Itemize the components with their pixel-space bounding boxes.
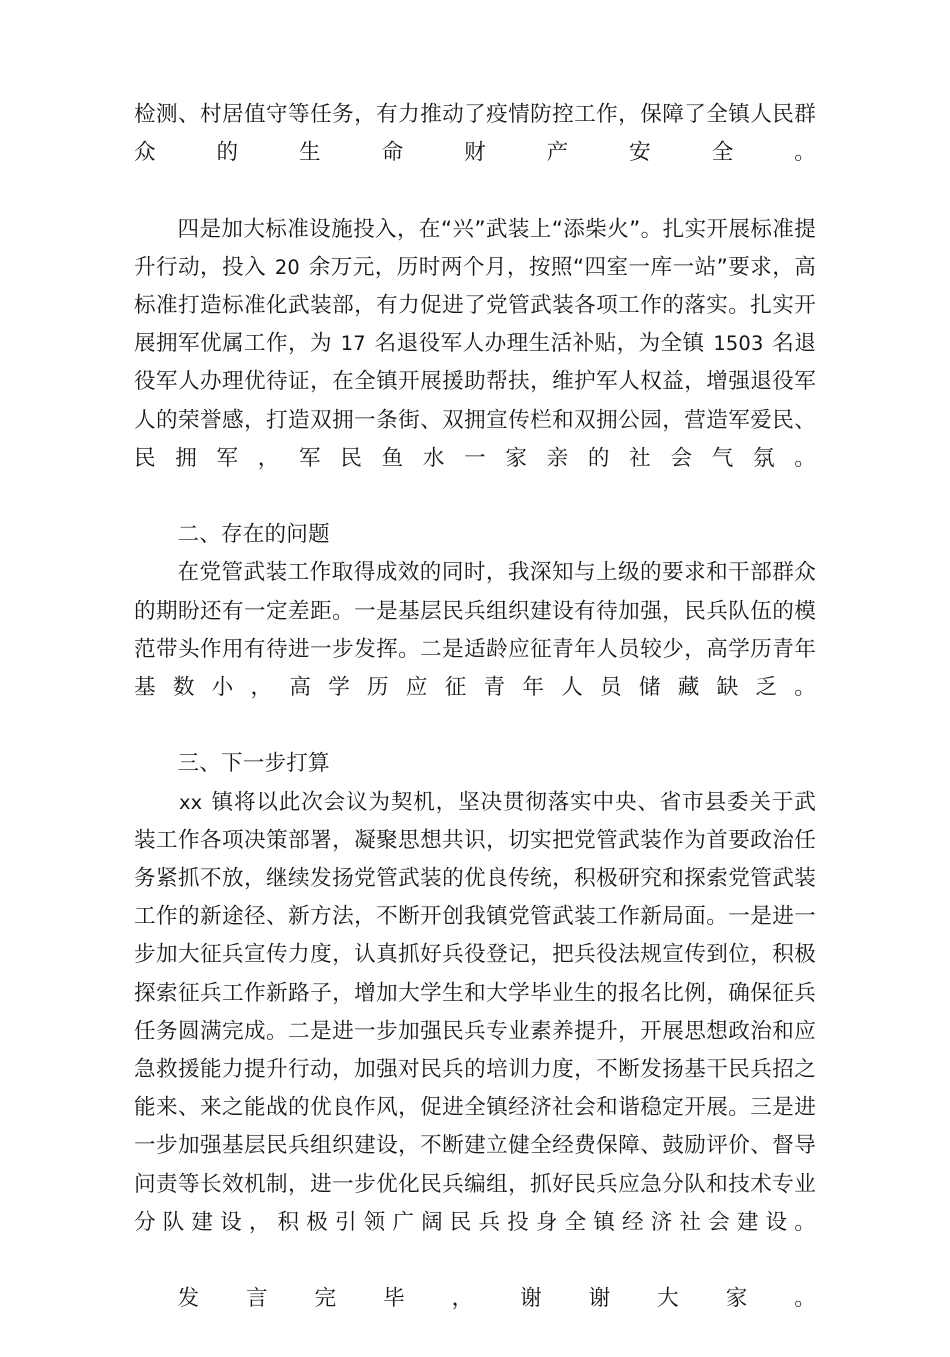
document-text-column	[134, 96, 816, 1357]
latin-run: 17	[340, 332, 366, 356]
section-heading: 二、存在的问题	[177, 522, 330, 548]
latin-run: 1503	[713, 332, 764, 356]
body-paragraph: 发言完毕，谢谢大家。	[177, 1286, 816, 1312]
body-paragraph: xx 镇将以此次会议为契机，坚决贯彻落实中央、省市县委关于武装工作各项决策部署，凝聚思想共识，切实把党管武装作为首要政治任务紧抓不放，继续发扬党管武装的优良传统，积极研究和探索党管武装工作的新途径、新方法，不断开创我镇党管武装工作新局面。一是进一步加大征兵宣传力度，认真抓好兵役登记，把兵役法规宣传到位，积极探索征兵工作新路子，增加大学生和大学毕业生的报名比例，确保征兵任务圆满完成。二是进一步加强民兵专业素养提升，开展思想政治和应急救援能力提升行动，加强对民兵的培训力度，不断发扬基干民兵招之能来、来之能战的优良作风，促进全镇经济社会和谐稳定开展。三是进一步加强基层民兵组织建设，不断建立健全经费保障、鼓励评价、督导问责等长效机制，进一步优化民兵编组，抓好民兵应急分队和技术专业分队建设，积极引领广阔民兵投身全镇经济社会建设。	[134, 789, 816, 1235]
latin-run: 20	[274, 255, 300, 279]
latin-run: xx	[179, 790, 203, 814]
body-paragraph: 在党管武装工作取得成效的同时，我深知与上级的要求和干部群众的期盼还有一定差距。一是基层民兵组织建设有待加强，民兵队伍的模范带头作用有待进一步发挥。二是适龄应征青年人员较少，高学历青年基数小，高学历应征青年人员储藏缺乏。	[134, 560, 816, 701]
body-paragraph: 四是加大标准设施投入，在“兴”武装上“添柴火”。扎实开展标准提升行动，投入 20 余万元，历时两个月，按照“四室一库一站”要求，高标准打造标准化武装部，有力促进了党管武装各项工作的落实。扎实开展拥军优属工作，为 17 名退役军人办理生活补贴，为全镇 1503 名退役军人办理优待证，在全镇开展援助帮扶，维护军人权益，增强退役军人的荣誉感，打造双拥一条街、双拥宣传栏和双拥公园，营造军爱民、民拥军，军民鱼水一家亲的社会气氛。	[134, 216, 816, 471]
section-heading: 三、下一步打算	[177, 751, 330, 777]
body-paragraph: 检测、村居值守等任务，有力推动了疫情防控工作，保障了全镇人民群众的生命财产安全。	[134, 102, 816, 166]
